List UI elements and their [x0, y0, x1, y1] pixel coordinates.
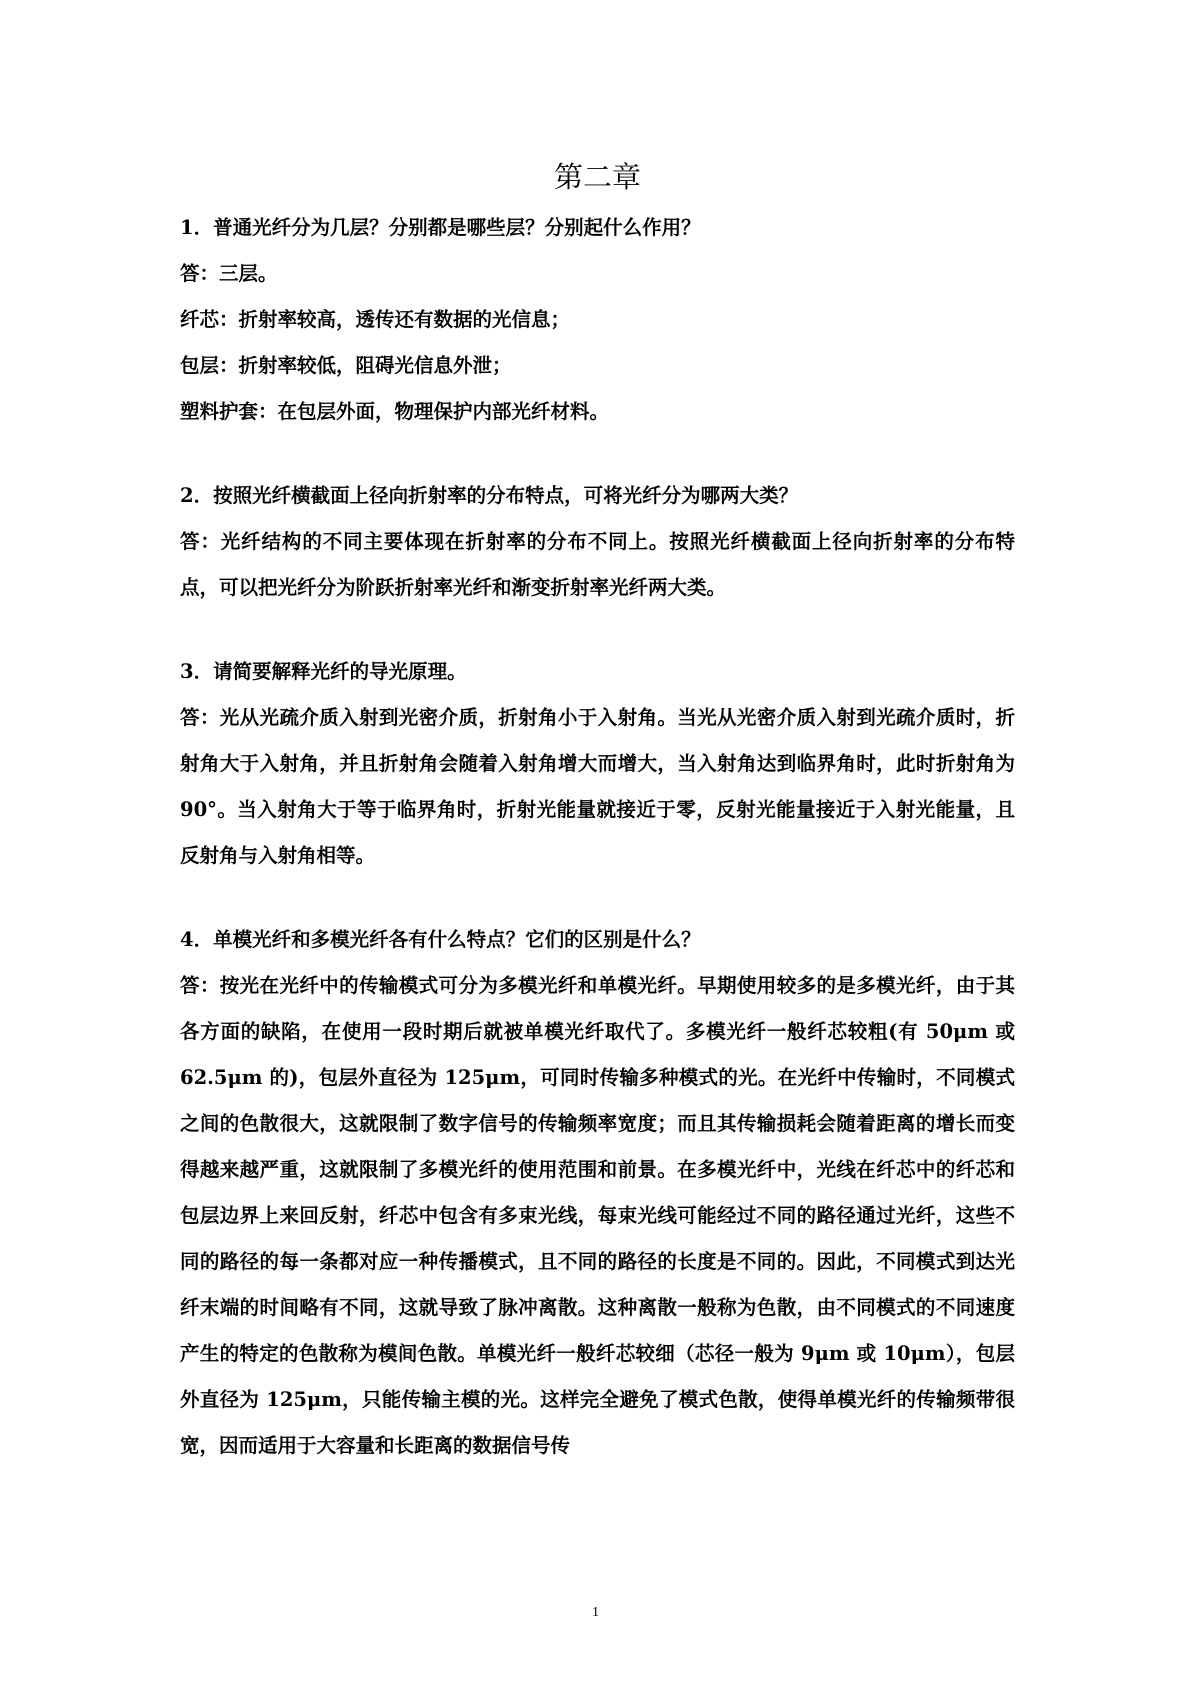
section-gap [180, 879, 1015, 917]
answer-1-jacket: 塑料护套：在包层外面，物理保护内部光纤材料。 [180, 400, 610, 423]
answer-3: 答：光从光疏介质入射到光密介质，折射角小于入射角。当光从光密介质入射到光疏介质时，折射角大于入射角，并且折射角会随着入射角增大而增大，当入射角达到临界角时，此时折射角为 90°。当入射角大于等于临界角时，折射光能量就接近于零，反射光能量接近于入射光能量，且反射角与入射角相等。 [180, 706, 1015, 867]
answer-1-core: 纤芯：折射率较高，透传还有数据的光信息； [180, 308, 571, 331]
question-1: 1．普通光纤分为几层？分别都是哪些层？分别起什么作用？ [180, 216, 701, 239]
chapter-title: 第二章 [553, 160, 641, 194]
answer-1-summary: 答：三层。 [180, 262, 278, 285]
question-4: 4．单模光纤和多模光纤各有什么特点？它们的区别是什么？ [180, 928, 701, 951]
section-gap [180, 435, 1015, 473]
question-2: 2．按照光纤横截面上径向折射率的分布特点，可将光纤分为哪两大类？ [180, 484, 799, 507]
section-gap [180, 611, 1015, 649]
page-number: 1 [592, 1605, 599, 1620]
document-body [180, 155, 1015, 1469]
answer-1-cladding: 包层：折射率较低，阻碍光信息外泄； [180, 354, 512, 377]
answer-4: 答：按光在光纤中的传输模式可分为多模光纤和单模光纤。早期使用较多的是多模光纤，由于其各方面的缺陷，在使用一段时期后就被单模光纤取代了。多模光纤一般纤芯较粗(有 50μm 或 62.5μm 的)，包层外直径为 125μm，可同时传输多种模式的光。在光纤中传输时，不同模式之间的色散很大，这就限制了数字信号的传输频率宽度；而且其传输损耗会随着距离的增长而变得越来越严重，这就限制了多模光纤的使用范围和前景。在多模光纤中，光线在纤芯中的纤芯和包层边界上来回反射，纤芯中包含有多束光线，每束光线可能经过不同的路径通过光纤，这些不同的路径的每一条都对应一种传播模式，且不同的路径的长度是不同的。因此，不同模式到达光纤末端的时间略有不同，这就导致了脉冲离散。这种离散一般称为色散，由不同模式的不同速度产生的特定的色散称为模间色散。单模光纤一般纤芯较细（芯径一般为 9μm 或 10μm），包层外直径为 125μm，只能传输主模的光。这样完全避免了模式色散，使得单模光纤的传输频带很宽，因而适用于大容量和长距离的数据信号传 [180, 974, 1015, 1457]
question-3: 3．请简要解释光纤的导光原理。 [180, 660, 467, 683]
answer-2: 答：光纤结构的不同主要体现在折射率的分布不同上。按照光纤横截面上径向折射率的分布特点，可以把光纤分为阶跃折射率光纤和渐变折射率光纤两大类。 [180, 530, 1015, 599]
